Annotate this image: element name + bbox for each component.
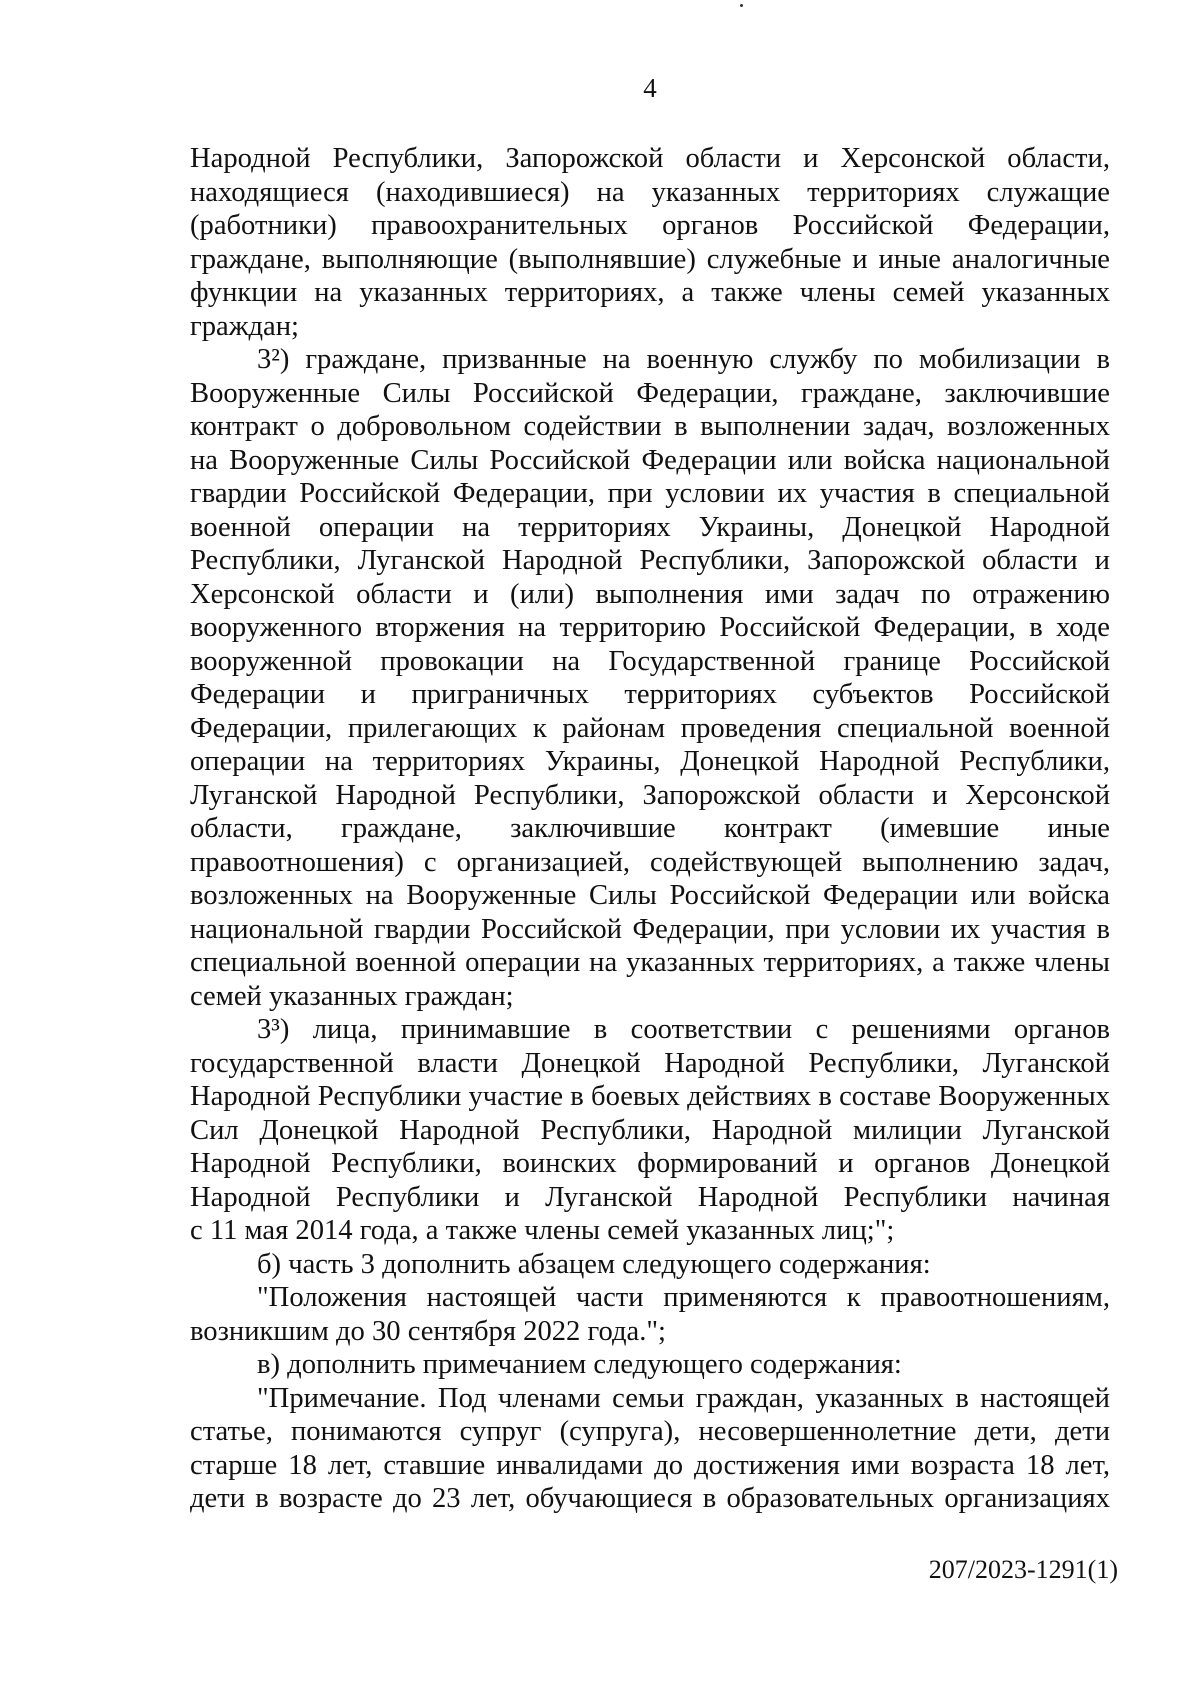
text-line: Херсонской области и (или) выполнения ими задач по отражению [190,578,1110,610]
text-line: старше 18 лет, ставшие инвалидами до достижения ими возраста 18 лет, [190,1449,1110,1481]
scan-speck [740,4,743,7]
text-line: семей указанных граждан; [190,980,514,1012]
text-line: области, граждане, заключившие контракт (имевшие иные [190,813,1110,844]
text-line: "Примечание. Под членами семьи граждан, указанных в настоящей [257,1382,1110,1414]
text-line: в) дополнить примечанием следующего содержания: [257,1349,902,1380]
text-line: возникшим до 30 сентября 2022 года."; [190,1315,666,1347]
text-line: национальной гвардии Российской Федерации, при условии их участия в [190,913,1110,945]
document-body [190,142,1110,1516]
text-line: контракт о добровольном содействии в выполнении задач, возложенных [190,411,1110,442]
text-line: Луганской Народной Республики, Запорожской области и Херсонской [190,779,1110,811]
text-line: вооруженной провокации на Государственной границе Российской [190,645,1110,677]
text-line: Народной Республики, Запорожской области и Херсонской области, [190,143,1110,174]
text-line: гвардии Российской Федерации, при условии их участия в специальной [190,478,1110,509]
text-line: 3²) граждане, призванные на военную службу по мобилизации в [257,344,1110,375]
text-line: Народной Республики, воинских формирований и органов Донецкой [190,1148,1110,1179]
text-line: (работники) правоохранительных органов Российской Федерации, [190,210,1110,241]
text-line: операции на территориях Украины, Донецкой Народной Республики, [190,746,1110,777]
text-line: Сил Донецкой Народной Республики, Народной милиции Луганской [190,1114,1110,1146]
text-line: военной операции на территориях Украины, Донецкой Народной [190,511,1110,543]
text-line: возложенных на Вооруженные Силы Российской Федерации или войска [190,880,1110,911]
text-line: граждане, выполняющие (выполнявшие) служебные и иные аналогичные [190,243,1110,275]
text-line: специальной военной операции на указанных территориях, а также члены [190,947,1110,978]
page-number: 4 [643,73,657,103]
text-line: б) часть 3 дополнить абзацем следующего содержания: [257,1248,931,1280]
text-line: Республики, Луганской Народной Республики, Запорожской области и [190,545,1110,576]
document-code: 207/2023-1291(1) [928,1555,1118,1584]
text-line: государственной власти Донецкой Народной Республики, Луганской [190,1047,1110,1079]
text-line: статье, понимаются супруг (супруга), несовершеннолетние дети, дети [190,1416,1110,1447]
text-line: "Положения настоящей части применяются к правоотношениям, [257,1282,1110,1313]
text-line: с 11 мая 2014 года, а также члены семей указанных лиц;"; [190,1215,895,1246]
text-line: правоотношения) с организацией, содействующей выполнению задач, [190,846,1110,878]
text-line: Федерации и приграничных территориях субъектов Российской [190,679,1110,710]
text-line: функции на указанных территориях, а также члены семей указанных [190,277,1110,308]
text-line: Федерации, прилегающих к районам проведения специальной военной [190,712,1110,744]
text-line: на Вооруженные Силы Российской Федерации или войска национальной [190,444,1110,476]
text-line: Народной Республики и Луганской Народной Республики начиная [190,1181,1110,1213]
text-line: Вооруженные Силы Российской Федерации, граждане, заключившие [190,377,1110,409]
text-line: находящиеся (находившиеся) на указанных территориях служащие [190,176,1110,208]
text-line: Народной Республики участие в боевых действиях в составе Вооруженных [190,1081,1110,1112]
text-line: вооруженного вторжения на территорию Российской Федерации, в ходе [190,612,1110,643]
text-line: дети в возрасте до 23 лет, обучающиеся в образовательных организациях [190,1483,1110,1514]
text-line: 3³) лица, принимавшие в соответствии с решениями органов [257,1014,1110,1045]
text-line: граждан; [190,310,299,342]
